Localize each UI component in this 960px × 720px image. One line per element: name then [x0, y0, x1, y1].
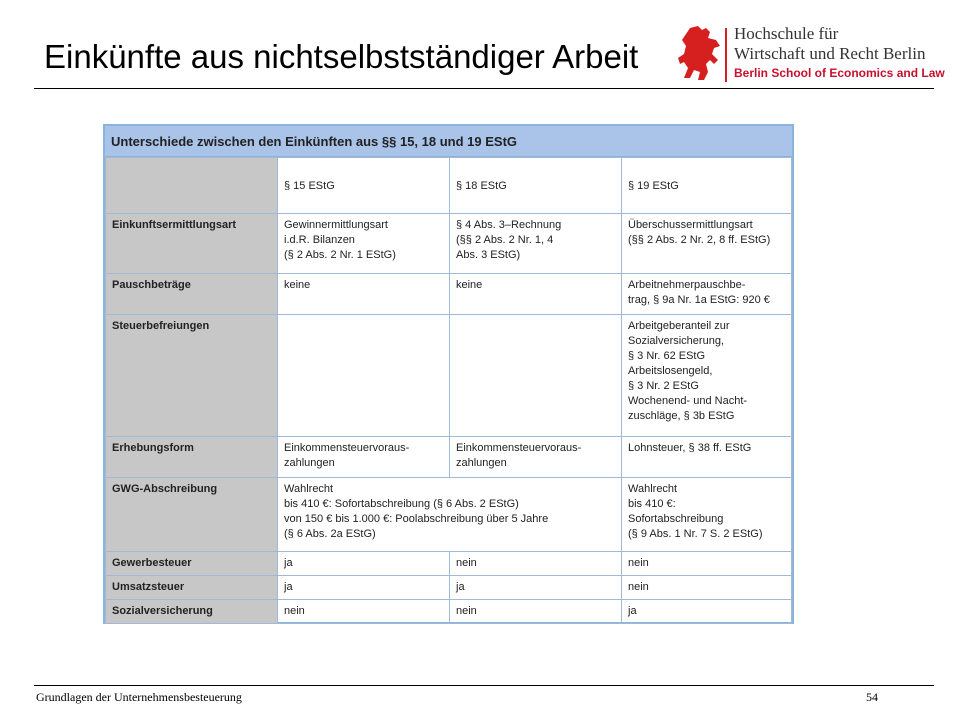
table-row: [106, 576, 792, 600]
cell-text: Einkommensteuervoraus-: [284, 442, 410, 454]
table-cell: [450, 274, 622, 315]
cell-text: Sozialversicherung,: [628, 335, 724, 347]
cell-text: § 4 Abs. 3–Rechnung: [456, 219, 562, 231]
table-row: [106, 214, 792, 274]
table-cell: [450, 576, 622, 600]
table-grid: [105, 157, 792, 624]
cell-text: von 150 € bis 1.000 €: Poolabschreibung über 5 Jahre: [284, 513, 549, 525]
cell-text: nein: [628, 581, 649, 593]
table-cell: [278, 437, 450, 478]
cell-text: Arbeitnehmerpauschbe-: [628, 279, 746, 291]
cell-text: zahlungen: [284, 457, 335, 469]
row-label: Pauschbeträge: [106, 274, 278, 315]
berlin-bear-icon: [676, 24, 724, 84]
corner-cell: [106, 158, 278, 214]
table-cell: [622, 437, 792, 478]
cell-text: § 3 Nr. 2 EStG: [628, 380, 699, 392]
cell-text: ja: [284, 557, 293, 569]
cell-text: Überschussermittlungsart: [628, 219, 753, 231]
row-label: Sozialversicherung: [106, 600, 278, 624]
table-cell: [450, 214, 622, 274]
cell-text: nein: [628, 557, 649, 569]
cell-text: (§ 2 Abs. 2 Nr. 1 EStG): [284, 249, 396, 261]
cell-text: ja: [456, 581, 465, 593]
cell-text: ja: [284, 581, 293, 593]
cell-text: Arbeitslosengeld,: [628, 365, 713, 377]
table-cell: [622, 478, 792, 552]
cell-text: § 3 Nr. 62 EStG: [628, 350, 706, 362]
cell-text: trag, § 9a Nr. 1a EStG: 920 €: [628, 294, 770, 306]
cell-text: keine: [284, 279, 311, 291]
table-cell: [622, 576, 792, 600]
table-cell: [622, 315, 792, 437]
table-title: Unterschiede zwischen den Einkünften aus §§ 15, 18 und 19 EStG: [105, 126, 792, 157]
university-logo: [676, 24, 945, 86]
table-cell: [622, 600, 792, 624]
row-label: Umsatzsteuer: [106, 576, 278, 600]
cell-text: Einkommensteuervoraus-: [456, 442, 582, 454]
cell-text: ja: [628, 605, 637, 617]
cell-text: bis 410 €: Sofortabschreibung (§ 6 Abs. 2 EStG): [284, 498, 519, 510]
cell-text: Sofortabschreibung: [628, 513, 724, 525]
table-cell: [450, 315, 622, 437]
row-label: Erhebungsform: [106, 437, 278, 478]
cell-text: Arbeitgeberanteil zur: [628, 320, 730, 332]
cell-text: Wochenend- und Nacht-: [628, 395, 748, 407]
row-label: Einkunftsermittlungsart: [106, 214, 278, 274]
table-row: [106, 437, 792, 478]
cell-text: Wahlrecht: [284, 483, 334, 495]
footer-text: Grundlagen der Unternehmensbesteuerung: [36, 690, 242, 704]
table-cell: [278, 576, 450, 600]
cell-text: nein: [456, 557, 477, 569]
table-cell: [278, 600, 450, 624]
table-cell: [278, 214, 450, 274]
column-header: § 19 EStG: [622, 158, 792, 214]
table-cell: [278, 274, 450, 315]
cell-text: keine: [456, 279, 483, 291]
cell-text: (§§ 2 Abs. 2 Nr. 2, 8 ff. EStG): [628, 234, 771, 246]
cell-text: zuschläge, § 3b EStG: [628, 410, 735, 422]
table-row: [106, 600, 792, 624]
merged-cell: [278, 478, 622, 552]
table-row: [106, 315, 792, 437]
cell-text: Gewinnermittlungsart: [284, 219, 388, 231]
slide-title: Einkünfte aus nichtselbstständiger Arbeit: [44, 38, 639, 75]
table-cell: [450, 600, 622, 624]
row-label: Gewerbesteuer: [106, 552, 278, 576]
cell-text: (§ 9 Abs. 1 Nr. 7 S. 2 EStG): [628, 528, 763, 540]
table-cell: [450, 437, 622, 478]
logo-line-1: Hochschule für: [734, 24, 839, 43]
logo-line-2: Wirtschaft und Recht Berlin: [734, 44, 926, 63]
cell-text: Abs. 3 EStG): [456, 249, 521, 261]
cell-text: i.d.R. Bilanzen: [284, 234, 355, 246]
footer-rule: [34, 685, 934, 686]
cell-text: (§§ 2 Abs. 2 Nr. 1, 4: [456, 234, 554, 246]
table-row: [106, 478, 792, 552]
row-label: GWG-Abschreibung: [106, 478, 278, 552]
comparison-table: [103, 124, 794, 624]
table-row: [106, 552, 792, 576]
table-cell: [450, 552, 622, 576]
cell-text: nein: [284, 605, 305, 617]
logo-line-3: Berlin School of Economics and Law: [734, 66, 945, 80]
cell-text: (§ 6 Abs. 2a EStG): [284, 528, 376, 540]
cell-text: nein: [456, 605, 477, 617]
table-cell: [622, 274, 792, 315]
row-label: Steuerbefreiungen: [106, 315, 278, 437]
logo-text: [734, 24, 945, 82]
table-cell: [278, 315, 450, 437]
table-cell: [622, 214, 792, 274]
column-header: § 15 EStG: [278, 158, 450, 214]
column-header: § 18 EStG: [450, 158, 622, 214]
column-header-row: [106, 158, 792, 214]
table-row: [106, 274, 792, 315]
cell-text: bis 410 €:: [628, 498, 676, 510]
cell-text: zahlungen: [456, 457, 507, 469]
page-number: 54: [866, 690, 878, 704]
table-cell: [622, 552, 792, 576]
title-divider: [34, 88, 934, 89]
logo-divider: [725, 28, 727, 82]
cell-text: Lohnsteuer, § 38 ff. EStG: [628, 442, 752, 454]
table-cell: [278, 552, 450, 576]
cell-text: Wahlrecht: [628, 483, 678, 495]
